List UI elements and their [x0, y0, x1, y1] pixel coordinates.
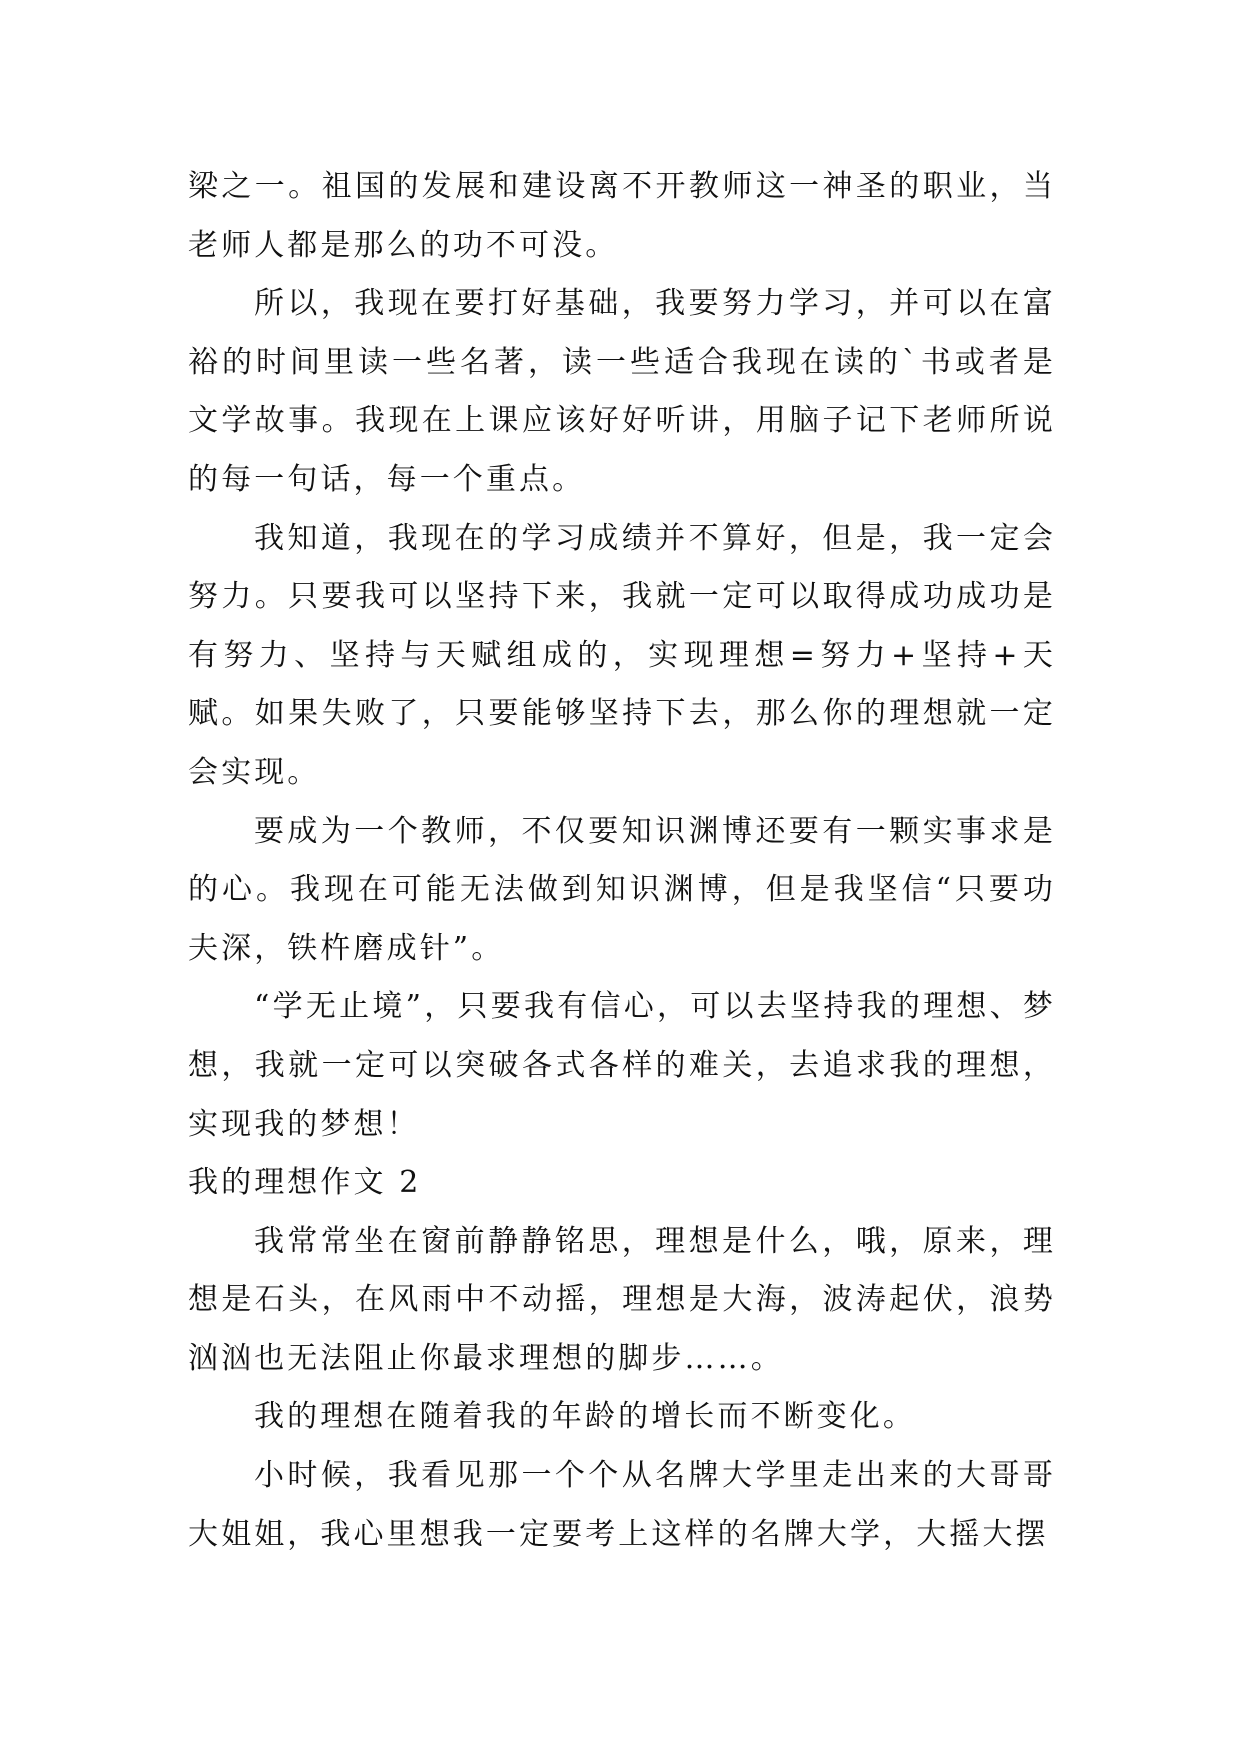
- document-body: [188, 158, 1056, 1564]
- paragraph: “学无止境”，只要我有信心，可以去坚持我的理想、梦想，我就一定可以突破各式各样的难关，去追求我的理想，实现我的梦想！: [188, 989, 1056, 1142]
- paragraph: 小时候，我看见那一个个从名牌大学里走出来的大哥哥大姐姐，我心里想我一定要考上这样的名牌大学，大摇大摆: [188, 1458, 1056, 1552]
- paragraph: 我的理想在随着我的年龄的增长而不断变化。: [254, 1399, 916, 1435]
- paragraph: 要成为一个教师，不仅要知识渊博还要有一颗实事求是的心。我现在可能无法做到知识渊博，但是我坚信“只要功夫深，铁杵磨成针”。: [188, 813, 1056, 966]
- paragraph: 我知道，我现在的学习成绩并不算好，但是，我一定会努力。只要我可以坚持下来，我就一定可以取得成功成功是有努力、坚持与天赋组成的，实现理想=努力+坚持+天赋。如果失败了，只要能够坚持下去，那么你的理想就一定会实现。: [188, 520, 1056, 790]
- paragraph: 所以，我现在要打好基础，我要努力学习，并可以在富裕的时间里读一些名著，读一些适合我现在读的`书或者是文学故事。我现在上课应该好好听讲，用脑子记下老师所说的每一句话，每一个重点。: [188, 286, 1056, 497]
- section-heading: 我的理想作文 2: [188, 1165, 422, 1201]
- paragraph: 梁之一。祖国的发展和建设离不开教师这一神圣的职业，当老师人都是那么的功不可没。: [188, 169, 1056, 263]
- paragraph: 我常常坐在窗前静静铭思，理想是什么，哦，原来，理想是石头，在风雨中不动摇，理想是大海，波涛起伏，浪势汹汹也无法阻止你最求理想的脚步……。: [188, 1223, 1056, 1376]
